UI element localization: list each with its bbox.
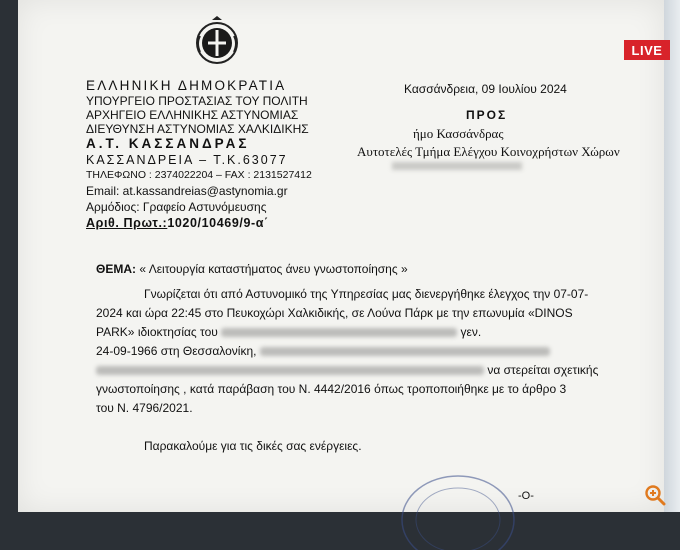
body-line-5: [96, 363, 598, 377]
recipient-municipality: ήμο Κασσάνδρας: [413, 126, 504, 141]
birth-info: 24-09-1966 στη Θεσσαλονίκη,: [96, 344, 257, 358]
body-line-1: Γνωρίζεται ότι από Αστυνομικό της Υπηρεσίας μας διενεργήθηκε έλεγχος την 07-07-: [144, 287, 589, 301]
header-responsible: Αρμόδιος: Γραφείο Αστυνόμευσης: [86, 200, 267, 214]
body-line-6: γνωστοποίησης , κατά παράβαση του Ν. 4442/2016 όπως τροποποιήθηκε με το άρθρο 3: [96, 382, 567, 396]
header-reference: [86, 216, 269, 230]
born-label: γεν.: [460, 325, 482, 339]
document-date: Κασσάνδρεια, 09 Ιουλίου 2024: [404, 82, 567, 96]
header-hq: ΑΡΧΗΓΕΙΟ ΕΛΛΗΝΙΚΗΣ ΑΣΤΥΝΟΜΙΑΣ: [86, 108, 299, 122]
redacted-address: [260, 347, 550, 356]
owner-label: ιδιοκτησίας του: [137, 325, 218, 339]
zoom-in-icon[interactable]: [644, 484, 666, 506]
reference-label: Αριθ. Πρωτ.:: [86, 216, 168, 230]
document-page: [18, 0, 664, 512]
live-badge: LIVE: [624, 40, 670, 60]
missing-notice-text: να στερείται σχετικής: [487, 363, 599, 377]
park-name: PARK»: [96, 325, 135, 339]
recipient-blurred-line: [392, 162, 522, 170]
header-station: Α.Τ. ΚΑΣΣΑΝΔΡΑΣ: [86, 136, 250, 151]
redacted-owner-name: [221, 328, 457, 337]
video-frame-edge: [664, 0, 680, 512]
subject-line: [96, 262, 408, 276]
recipient-department: Αυτοτελές Τμήμα Ελέγχου Κοινοχρήστων Χώρων: [357, 144, 620, 159]
body-line-3: [96, 325, 481, 339]
subject-label: ΘΕΜΑ:: [96, 262, 136, 276]
police-stamp: [398, 470, 518, 550]
header-phone: ΤΗΛΕΦΩΝΟ : 2374022204 – FAX : 2131527412: [86, 169, 312, 181]
header-address: ΚΑΣΣΑΝΔΡΕΙΑ – Τ.Κ.63077: [86, 153, 288, 167]
header-republic: ΕΛΛΗΝΙΚΗ ΔΗΜΟΚΡΑΤΙΑ: [86, 78, 287, 93]
header-ministry: ΥΠΟΥΡΓΕΙΟ ΠΡΟΣΤΑΣΙΑΣ ΤΟΥ ΠΟΛΙΤΗ: [86, 94, 308, 108]
signature-mark: -Ο-: [518, 490, 534, 502]
body-line-7: του Ν. 4796/2021.: [96, 401, 193, 415]
reference-number: 1020/10469/9-α΄: [167, 216, 269, 230]
redacted-id: [96, 366, 484, 375]
subject-text: « Λειτουργία καταστήματος άνευ γνωστοποίησης »: [139, 262, 408, 276]
body-closing: Παρακαλούμε για τις δικές σας ενέργειες.: [144, 439, 362, 453]
body-line-4: [96, 344, 550, 358]
body-line-2: 2024 και ώρα 22:45 στο Πευκοχώρι Χαλκιδικής, σε Λούνα Πάρκ με την επωνυμία «DINOS: [96, 306, 573, 320]
header-email: Email: at.kassandreias@astynomia.gr: [86, 184, 288, 198]
header-directorate: ΔΙΕΥΘΥΝΣΗ ΑΣΤΥΝΟΜΙΑΣ ΧΑΛΚΙΔΙΚΗΣ: [86, 122, 309, 136]
greek-coat-of-arms-icon: [194, 14, 240, 72]
recipient-heading: ΠΡΟΣ: [466, 108, 508, 122]
